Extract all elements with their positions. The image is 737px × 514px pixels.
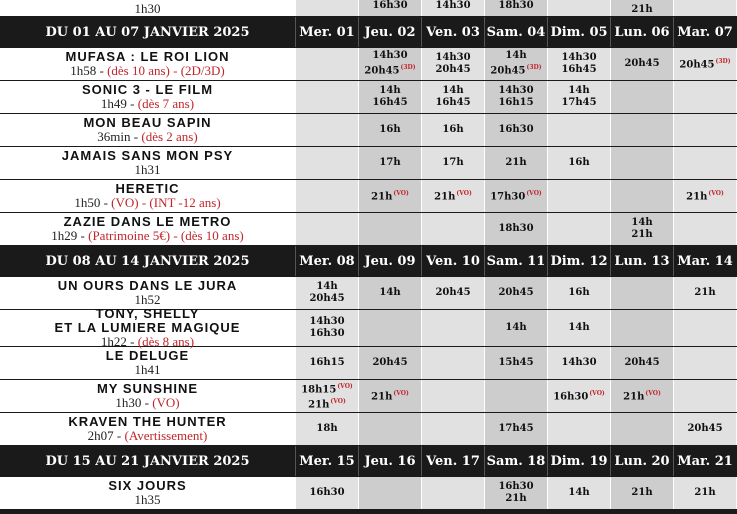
showtime: 15h45 xyxy=(498,357,534,368)
showtime-cell xyxy=(547,48,610,80)
showtime-cell xyxy=(295,477,358,509)
film-row xyxy=(0,306,737,349)
showtime: 16h xyxy=(568,287,590,298)
showtime-cell xyxy=(358,310,421,346)
showtime: $21h^{(VO)}$ xyxy=(623,390,661,403)
showtime-cell xyxy=(358,213,421,245)
showtime: 17h45 xyxy=(561,97,597,108)
film-title: HERETIC xyxy=(115,181,180,196)
showtime-cell xyxy=(358,81,421,113)
showtime-cell xyxy=(610,477,673,509)
showtime-cell xyxy=(547,477,610,509)
showtime: 16h30 xyxy=(372,0,408,11)
film-info xyxy=(0,477,295,509)
showtime-cell xyxy=(358,114,421,146)
showtime-cell xyxy=(295,213,358,245)
showtime: 14h xyxy=(631,217,653,228)
day-header: Mar. 21 xyxy=(673,446,736,476)
showtime-cell xyxy=(484,213,547,245)
showtime-cell xyxy=(421,180,484,212)
showtime-cell xyxy=(295,114,358,146)
showtime-cell xyxy=(484,380,547,412)
film-duration: 1h30 - xyxy=(115,395,153,410)
film-row xyxy=(0,114,737,147)
film-duration: 1h35 xyxy=(134,492,161,507)
film-title: ET LA LUMIERE MAGIQUE xyxy=(54,320,241,335)
film-info xyxy=(0,306,295,349)
showtime: 21h xyxy=(631,4,653,15)
showtime: 16h xyxy=(379,124,401,135)
showtime: $20h45^{(3D)}$ xyxy=(364,64,416,77)
version-tag: (VO) xyxy=(589,390,605,398)
showtime: 14h xyxy=(568,322,590,333)
film-row xyxy=(0,81,737,114)
version-tag: (3D) xyxy=(526,64,542,72)
day-header: Ven. 10 xyxy=(421,246,484,276)
film-meta xyxy=(88,429,208,443)
showtime: 17h xyxy=(379,157,401,168)
showtime-cell xyxy=(610,81,673,113)
film-duration: 1h29 - xyxy=(51,228,89,243)
week-title: DU 15 AU 21 JANVIER 2025 xyxy=(45,453,250,469)
film-info xyxy=(0,277,295,309)
showtime: 17h xyxy=(442,157,464,168)
showtime-cell xyxy=(358,180,421,212)
showtime: 20h45 xyxy=(624,58,660,69)
showtime: 21h xyxy=(505,493,527,504)
day-header: Dim. 12 xyxy=(547,246,610,276)
showtime-cell xyxy=(547,180,610,212)
showtime-cell xyxy=(484,180,547,212)
showtime-cell xyxy=(421,310,484,346)
showtime-cell xyxy=(610,310,673,346)
showtime: 20h45 xyxy=(687,423,723,434)
film-info xyxy=(0,347,295,379)
showtime-cell xyxy=(547,114,610,146)
showtime-cell xyxy=(295,0,358,16)
film-tags: (VO) - (INT -12 ans) xyxy=(111,195,221,210)
showtime-cell xyxy=(610,48,673,80)
day-header: Lun. 20 xyxy=(610,446,673,476)
partial-film-row xyxy=(0,0,737,17)
showtime-cell xyxy=(295,81,358,113)
showtime-cell xyxy=(295,48,358,80)
film-tags: (Patrimoine 5€) - (dès 10 ans) xyxy=(88,228,244,243)
film-meta xyxy=(70,64,225,78)
showtime-cell xyxy=(421,477,484,509)
film-row xyxy=(0,380,737,413)
film-meta xyxy=(115,396,179,410)
day-header: Jeu. 02 xyxy=(358,17,421,47)
day-header: Mer. 08 xyxy=(295,246,358,276)
version-tag: (VO) xyxy=(337,382,353,390)
showtime-cell xyxy=(610,277,673,309)
showtime: 14h xyxy=(568,487,590,498)
film-meta xyxy=(135,163,161,177)
showtime: 16h15 xyxy=(498,97,534,108)
showtime: 16h xyxy=(442,124,464,135)
showtime-cell xyxy=(358,48,421,80)
film-tags: (dès 2 ans) xyxy=(141,129,198,144)
showtime-cell xyxy=(673,277,736,309)
showtime: 14h30 xyxy=(309,316,345,327)
version-tag: (VO) xyxy=(393,190,409,198)
showtime: 21h xyxy=(694,287,716,298)
showtime: 20h45 xyxy=(498,287,534,298)
showtime-cell xyxy=(358,380,421,412)
week-header xyxy=(0,17,737,48)
showtime-cell xyxy=(673,380,736,412)
showtime: 16h45 xyxy=(561,64,597,75)
film-title: LE DELUGE xyxy=(105,348,190,363)
showtime: $20h45^{(3D)}$ xyxy=(490,64,542,77)
film-info xyxy=(0,213,295,245)
day-header: Mer. 15 xyxy=(295,446,358,476)
film-info xyxy=(0,114,295,146)
showtime-cell xyxy=(610,147,673,179)
showtime: 20h45 xyxy=(435,287,471,298)
film-title: MY SUNSHINE xyxy=(96,381,199,396)
showtime-cell xyxy=(421,380,484,412)
showtime-cell xyxy=(673,147,736,179)
film-meta xyxy=(101,97,194,111)
film-row xyxy=(0,213,737,246)
showtime-cell xyxy=(421,147,484,179)
film-tags: (dès 10 ans) - (2D/3D) xyxy=(107,63,225,78)
showtime-cell xyxy=(421,277,484,309)
film-duration: 2h07 - xyxy=(87,428,125,443)
showtime-cell xyxy=(484,147,547,179)
showtime-cell xyxy=(673,0,736,16)
showtime: 20h45 xyxy=(372,357,408,368)
showtime-cell xyxy=(610,0,673,16)
film-duration: 36min - xyxy=(97,129,142,144)
showtime: 14h xyxy=(379,85,401,96)
showtime-cell xyxy=(295,147,358,179)
day-header: Sam. 04 xyxy=(484,17,547,47)
showtime-cell xyxy=(295,180,358,212)
showtime: 21h xyxy=(631,229,653,240)
day-header: Ven. 17 xyxy=(421,446,484,476)
showtime-cell xyxy=(484,277,547,309)
film-meta xyxy=(51,229,243,243)
showtime: 21h xyxy=(631,487,653,498)
showtime: 16h30 xyxy=(498,124,534,135)
showtime-cell xyxy=(610,114,673,146)
showtime: 14h30 xyxy=(435,52,471,63)
showtime-cell xyxy=(484,0,547,16)
day-header: Dim. 05 xyxy=(547,17,610,47)
film-info xyxy=(0,48,295,80)
version-tag: (VO) xyxy=(330,398,346,405)
film-meta xyxy=(135,493,161,507)
day-header: Sam. 11 xyxy=(484,246,547,276)
film-meta xyxy=(74,196,220,210)
showtime-cell xyxy=(673,213,736,245)
showtime: 14h xyxy=(505,322,527,333)
showtime: 14h xyxy=(316,281,338,292)
showtime: 14h xyxy=(379,287,401,298)
showtime-cell xyxy=(421,0,484,16)
day-header: Jeu. 09 xyxy=(358,246,421,276)
showtime: 14h30 xyxy=(561,52,597,63)
showtime-cell xyxy=(547,310,610,346)
showtime: 14h xyxy=(568,85,590,96)
showtime-cell xyxy=(358,147,421,179)
showtime-cell xyxy=(421,413,484,445)
showtime: 14h30 xyxy=(435,0,471,11)
film-duration: 1h41 xyxy=(134,362,161,377)
showtime-cell xyxy=(547,147,610,179)
film-info xyxy=(0,413,295,445)
film-title: SONIC 3 - LE FILM xyxy=(81,82,214,97)
film-info xyxy=(0,0,295,16)
showtime: 20h45 xyxy=(624,357,660,368)
showtime: 21h xyxy=(694,487,716,498)
day-header: Mar. 07 xyxy=(673,17,736,47)
film-duration: 1h58 - xyxy=(70,63,108,78)
showtime: $21h^{(VO)}$ xyxy=(434,190,472,203)
showtime-cell xyxy=(673,347,736,379)
showtime: 16h xyxy=(568,157,590,168)
day-header: Lun. 06 xyxy=(610,17,673,47)
week-header xyxy=(0,446,737,477)
showtime: $21h^{(VO)}$ xyxy=(371,390,409,403)
film-info xyxy=(0,180,295,212)
showtime: 21h xyxy=(505,157,527,168)
showtime-cell xyxy=(358,0,421,16)
day-header: Mer. 01 xyxy=(295,17,358,47)
showtime-cell xyxy=(673,413,736,445)
showtime: $20h45^{(3D)}$ xyxy=(679,58,731,71)
version-tag: (VO) xyxy=(393,390,409,398)
showtime-cell xyxy=(421,48,484,80)
showtime: 18h xyxy=(316,423,338,434)
film-title: KRAVEN THE HUNTER xyxy=(68,414,227,429)
showtime-cell xyxy=(673,114,736,146)
film-info xyxy=(0,147,295,179)
showtime: 18h30 xyxy=(498,223,534,234)
film-row xyxy=(0,48,737,81)
showtime-cell xyxy=(547,347,610,379)
showtime-cell xyxy=(610,413,673,445)
showtime: 14h30 xyxy=(372,50,408,62)
showtime-cell xyxy=(358,413,421,445)
showtime: 17h45 xyxy=(498,423,534,434)
film-tags: (Avertissement) xyxy=(124,428,208,443)
film-duration: 1h50 - xyxy=(74,195,112,210)
showtime-cell xyxy=(547,380,610,412)
showtime-cell xyxy=(610,380,673,412)
showtime-cell xyxy=(673,477,736,509)
day-header: Jeu. 16 xyxy=(358,446,421,476)
film-title: MUFASA : LE ROI LION xyxy=(65,49,230,64)
film-duration: 1h31 xyxy=(134,162,161,177)
film-duration: 1h49 - xyxy=(100,96,138,111)
film-title: TONY, SHELLY xyxy=(95,306,200,321)
showtime: 20h45 xyxy=(309,293,345,304)
showtime: 16h30 xyxy=(309,487,345,498)
version-tag: (VO) xyxy=(526,190,542,198)
version-tag: (3D) xyxy=(715,58,731,66)
film-title: SIX JOURS xyxy=(108,478,187,493)
film-duration: 1h52 xyxy=(134,292,161,307)
showtime: 16h45 xyxy=(435,97,471,108)
showtime: 14h xyxy=(442,85,464,96)
version-tag: (VO) xyxy=(456,190,472,198)
film-row xyxy=(0,477,737,510)
showtime-cell xyxy=(610,347,673,379)
showtime-cell xyxy=(421,347,484,379)
version-tag: (VO) xyxy=(708,190,724,198)
film-tags: (VO) xyxy=(152,395,180,410)
showtime-cell xyxy=(610,180,673,212)
showtime: 16h45 xyxy=(372,97,408,108)
showtime-cell xyxy=(421,81,484,113)
day-header: Dim. 19 xyxy=(547,446,610,476)
showtime-cell xyxy=(484,413,547,445)
showtime: 16h30 xyxy=(498,481,534,492)
showtime-cell xyxy=(484,310,547,346)
showtime-cell xyxy=(547,0,610,16)
showtime: 20h45 xyxy=(435,64,471,75)
showtime-cell xyxy=(547,213,610,245)
showtime: 14h xyxy=(505,50,527,62)
showtime-cell xyxy=(295,277,358,309)
film-tags: (dès 8 ans) xyxy=(137,334,195,349)
showtime-cell xyxy=(295,413,358,445)
showtime: 18h30 xyxy=(498,0,534,11)
day-header: Lun. 13 xyxy=(610,246,673,276)
day-header: Sam. 18 xyxy=(484,446,547,476)
showtime: $18h15^{(VO)}$ xyxy=(301,382,353,395)
film-row xyxy=(0,147,737,180)
version-tag: (VO) xyxy=(645,390,661,398)
showtime-cell xyxy=(484,114,547,146)
weeks-container xyxy=(0,17,737,510)
showtime-cell xyxy=(358,477,421,509)
showtime-cell xyxy=(673,310,736,346)
week-header xyxy=(0,246,737,277)
film-tags: (dès 7 ans) xyxy=(137,96,195,111)
showtime: 16h30 xyxy=(309,328,345,339)
showtime-cell xyxy=(421,114,484,146)
day-header: Mar. 14 xyxy=(673,246,736,276)
film-meta xyxy=(135,363,161,377)
film-row xyxy=(0,180,737,213)
showtime-cell xyxy=(547,277,610,309)
version-tag: (3D) xyxy=(400,64,416,72)
showtime-cell xyxy=(358,277,421,309)
showtime-cell xyxy=(610,213,673,245)
film-title: UN OURS DANS LE JURA xyxy=(57,278,238,293)
film-meta xyxy=(135,293,161,307)
showtime-cell xyxy=(484,48,547,80)
film-info xyxy=(0,380,295,412)
showtime-cell xyxy=(295,347,358,379)
showtime: $16h30^{(VO)}$ xyxy=(553,390,605,403)
showtime: $21h^{(VO)}$ xyxy=(308,398,346,411)
showtime-cell xyxy=(358,347,421,379)
showtime-cell xyxy=(673,48,736,80)
film-title: JAMAIS SANS MON PSY xyxy=(61,148,234,163)
showtime: 16h15 xyxy=(309,357,345,368)
showtime: $21h^{(VO)}$ xyxy=(371,190,409,203)
film-row xyxy=(0,413,737,446)
week-title: DU 08 AU 14 JANVIER 2025 xyxy=(45,253,250,269)
showtime-cell xyxy=(547,81,610,113)
showtime-cell xyxy=(484,81,547,113)
showtime-cell xyxy=(673,81,736,113)
showtime-cell xyxy=(547,413,610,445)
showtime: $21h^{(VO)}$ xyxy=(686,190,724,203)
showtime-cell xyxy=(484,347,547,379)
showtime: $17h30^{(VO)}$ xyxy=(490,190,542,203)
showtime-cell xyxy=(421,213,484,245)
showtime: 14h30 xyxy=(498,85,534,96)
showtime-cell xyxy=(295,310,358,346)
film-duration: 1h22 - xyxy=(100,334,138,349)
film-title: MON BEAU SAPIN xyxy=(83,115,212,130)
showtime-cell xyxy=(673,180,736,212)
film-meta xyxy=(97,130,197,144)
showtime: 14h30 xyxy=(561,357,597,368)
showtime-cell xyxy=(295,380,358,412)
film-info xyxy=(0,81,295,113)
film-title: ZAZIE DANS LE METRO xyxy=(63,214,232,229)
film-duration: 1h30 xyxy=(134,1,161,16)
film-row xyxy=(0,347,737,380)
week-title: DU 01 AU 07 JANVIER 2025 xyxy=(45,24,250,40)
showtime-cell xyxy=(484,477,547,509)
day-header: Ven. 03 xyxy=(421,17,484,47)
